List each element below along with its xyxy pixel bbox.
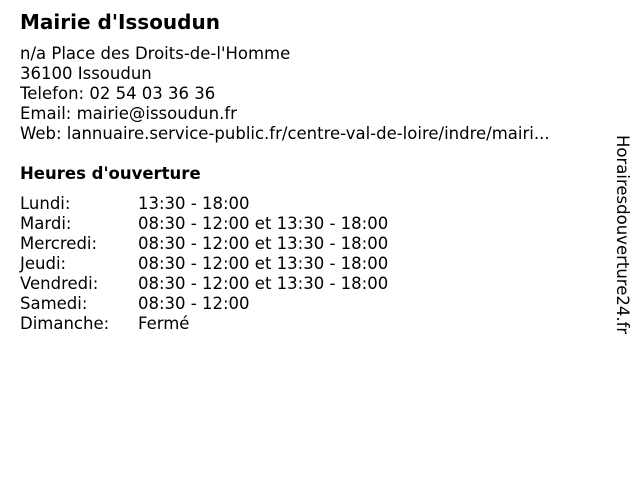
hours-row-mercredi xyxy=(20,234,580,254)
day-label: Lundi: xyxy=(20,194,71,213)
time-value: 13:30 - 18:00 xyxy=(138,194,250,213)
hours-row-lundi xyxy=(20,194,580,214)
time-value: Fermé xyxy=(138,314,190,333)
hours-row-jeudi xyxy=(20,254,580,274)
email-line: Email: mairie@issoudun.fr xyxy=(20,104,237,123)
day-label: Vendredi: xyxy=(20,274,99,293)
time-value: 08:30 - 12:00 et 13:30 - 18:00 xyxy=(138,254,389,273)
day-label: Samedi: xyxy=(20,294,88,313)
time-value: 08:30 - 12:00 et 13:30 - 18:00 xyxy=(138,274,389,293)
page-title: Mairie d'Issoudun xyxy=(20,10,220,34)
hours-heading: Heures d'ouverture xyxy=(20,164,201,183)
hours-row-dimanche xyxy=(20,314,580,334)
phone-line: Telefon: 02 54 03 36 36 xyxy=(20,84,216,103)
hours-row-mardi xyxy=(20,214,580,234)
site-watermark: Horairesdouverture24.fr xyxy=(613,135,632,335)
time-value: 08:30 - 12:00 xyxy=(138,294,250,313)
address-block xyxy=(20,44,595,144)
web-line: Web: lannuaire.service-public.fr/centre-val-de-loire/indre/mairi... xyxy=(20,124,550,143)
hours-row-vendredi xyxy=(20,274,580,294)
day-label: Jeudi: xyxy=(20,254,67,273)
day-label: Mardi: xyxy=(20,214,72,233)
day-label: Mercredi: xyxy=(20,234,98,253)
hours-row-samedi xyxy=(20,294,580,314)
hours-table xyxy=(20,194,580,334)
day-label: Dimanche: xyxy=(20,314,110,333)
street-line: n/a Place des Droits-de-l'Homme xyxy=(20,44,291,63)
time-value: 08:30 - 12:00 et 13:30 - 18:00 xyxy=(138,234,389,253)
time-value: 08:30 - 12:00 et 13:30 - 18:00 xyxy=(138,214,389,233)
city-line: 36100 Issoudun xyxy=(20,64,152,83)
